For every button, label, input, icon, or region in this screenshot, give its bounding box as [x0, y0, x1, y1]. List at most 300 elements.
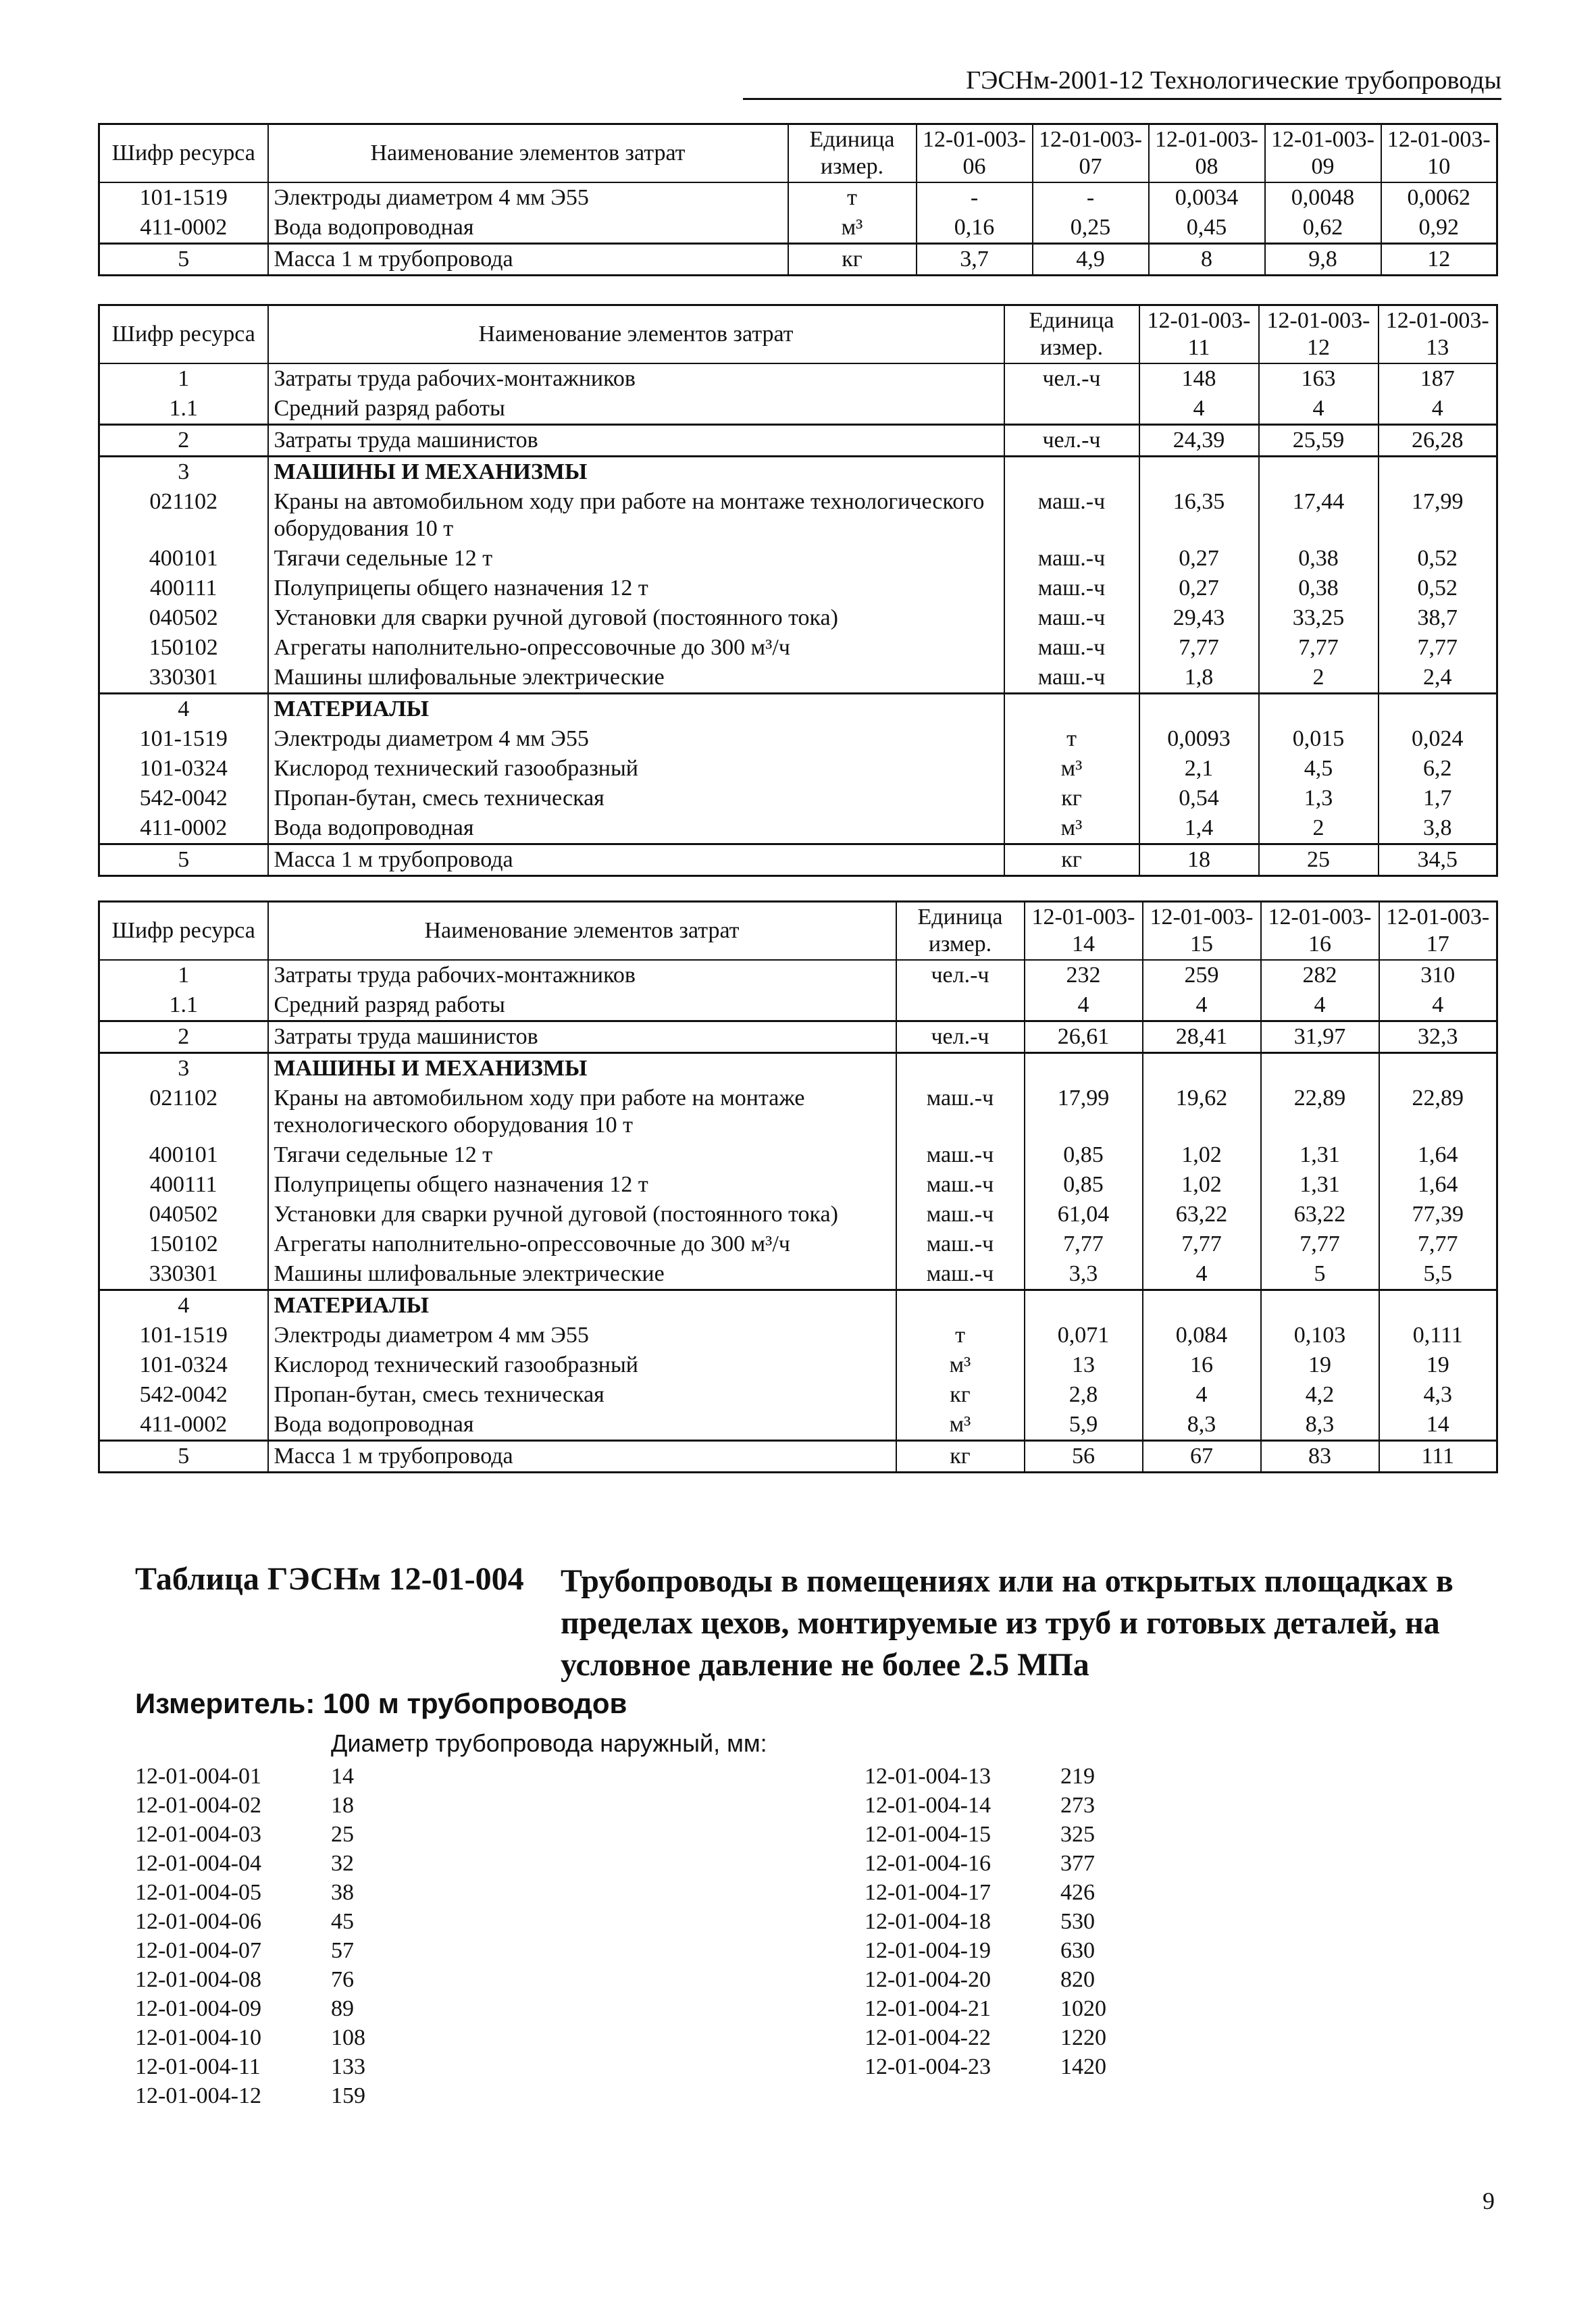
value-cell: 19,62 — [1143, 1084, 1261, 1140]
resource-code: 5 — [99, 1441, 268, 1473]
list-item — [135, 1994, 365, 2023]
resource-code: 3 — [99, 457, 268, 488]
value-cell: 4,5 — [1259, 754, 1379, 784]
value-cell: 13 — [1025, 1350, 1143, 1380]
unit-cell: маш.-ч — [896, 1259, 1025, 1290]
cost-element-name: Вода водопроводная — [268, 213, 788, 244]
resource-code: 400101 — [99, 544, 268, 574]
value-cell: 0,0034 — [1149, 182, 1265, 213]
resource-code: 101-0324 — [99, 754, 268, 784]
table-row — [99, 1441, 1497, 1473]
value-cell: 17,44 — [1259, 487, 1379, 544]
table-row — [99, 1380, 1497, 1410]
column-header: Шифр ресурса — [99, 305, 268, 364]
column-header: 12-01-003-07 — [1033, 124, 1149, 183]
value-cell: 5,9 — [1025, 1410, 1143, 1441]
table-row — [99, 1321, 1497, 1350]
unit-cell: маш.-ч — [1004, 603, 1139, 633]
resource-code: 5 — [99, 844, 268, 876]
table-header-row — [99, 305, 1497, 364]
value-cell: 0,111 — [1379, 1321, 1497, 1350]
column-header: Наименование элементов затрат — [268, 305, 1004, 364]
table-row — [99, 213, 1497, 244]
table-row — [99, 1229, 1497, 1259]
value-cell: 22,89 — [1379, 1084, 1497, 1140]
diameter-value: 25 — [331, 1822, 354, 1847]
list-item — [865, 1878, 1106, 1907]
list-item — [135, 1965, 365, 1994]
value-cell: 3,7 — [917, 244, 1033, 276]
norm-code: 12-01-004-12 — [135, 2083, 261, 2108]
value-cell: 4 — [1379, 394, 1497, 425]
value-cell: 56 — [1025, 1441, 1143, 1473]
cost-table-003-14-17 — [98, 900, 1498, 1473]
value-cell: 4 — [1143, 1259, 1261, 1290]
value-cell: 0,25 — [1033, 213, 1149, 244]
norm-code: 12-01-004-15 — [865, 1822, 991, 1847]
table-row — [99, 394, 1497, 425]
cost-element-name: Электроды диаметром 4 мм Э55 — [268, 1321, 896, 1350]
value-cell: 24,39 — [1139, 425, 1259, 457]
table-row — [99, 694, 1497, 725]
table-header-row — [99, 124, 1497, 183]
value-cell: 0,52 — [1379, 544, 1497, 574]
value-cell: 8 — [1149, 244, 1265, 276]
value-cell: 7,77 — [1139, 633, 1259, 663]
column-header: Наименование элементов затрат — [268, 902, 896, 961]
value-cell: 4,9 — [1033, 244, 1149, 276]
value-cell: 83 — [1261, 1441, 1379, 1473]
list-item — [865, 1936, 1106, 1965]
table-row — [99, 1021, 1497, 1053]
diameter-value: 377 — [1060, 1851, 1095, 1876]
resource-code: 101-1519 — [99, 182, 268, 213]
unit-cell: маш.-ч — [896, 1200, 1025, 1229]
value-cell: 16 — [1143, 1350, 1261, 1380]
value-cell — [1025, 1290, 1143, 1321]
column-header: 12-01-003-15 — [1143, 902, 1261, 961]
norm-list-right — [865, 1762, 1106, 2081]
list-item — [135, 1762, 365, 1791]
value-cell: 25 — [1259, 844, 1379, 876]
value-cell: 31,97 — [1261, 1021, 1379, 1053]
unit-cell: т — [1004, 724, 1139, 754]
unit-cell: м³ — [1004, 754, 1139, 784]
table-row — [99, 754, 1497, 784]
list-item — [135, 1907, 365, 1936]
diameter-value: 108 — [331, 2025, 365, 2050]
norm-code: 12-01-004-19 — [865, 1938, 991, 1963]
value-cell: 4,2 — [1261, 1380, 1379, 1410]
table-row — [99, 1259, 1497, 1290]
value-cell: 17,99 — [1379, 487, 1497, 544]
unit-cell — [1004, 457, 1139, 488]
value-cell — [1261, 1290, 1379, 1321]
value-cell: 4 — [1143, 990, 1261, 1021]
value-cell: 0,0048 — [1265, 182, 1381, 213]
column-header: 12-01-003-10 — [1381, 124, 1497, 183]
value-cell: 1,02 — [1143, 1170, 1261, 1200]
value-cell: 17,99 — [1025, 1084, 1143, 1140]
unit-cell: маш.-ч — [1004, 574, 1139, 603]
value-cell: 2 — [1259, 663, 1379, 694]
cost-element-name: Кислород технический газообразный — [268, 1350, 896, 1380]
cost-element-name: Агрегаты наполнительно-опрессовочные до 300 м³/ч — [268, 1229, 896, 1259]
cost-element-name: Масса 1 м трубопровода — [268, 244, 788, 276]
value-cell: 7,77 — [1259, 633, 1379, 663]
diameter-value: 630 — [1060, 1938, 1095, 1963]
list-item — [135, 2023, 365, 2052]
table-row — [99, 182, 1497, 213]
value-cell: 0,27 — [1139, 574, 1259, 603]
value-cell — [1379, 457, 1497, 488]
value-cell: 0,45 — [1149, 213, 1265, 244]
table-row — [99, 724, 1497, 754]
column-header: 12-01-003-08 — [1149, 124, 1265, 183]
unit-cell — [896, 990, 1025, 1021]
unit-cell: маш.-ч — [896, 1170, 1025, 1200]
resource-code: 1 — [99, 960, 268, 990]
list-item — [135, 1820, 365, 1849]
column-header: 12-01-003-09 — [1265, 124, 1381, 183]
value-cell — [1379, 1290, 1497, 1321]
resource-code: 040502 — [99, 1200, 268, 1229]
table-row — [99, 960, 1497, 990]
value-cell: 2,8 — [1025, 1380, 1143, 1410]
value-cell: 19 — [1379, 1350, 1497, 1380]
page-number: 9 — [1483, 2187, 1495, 2214]
resource-code: 2 — [99, 425, 268, 457]
unit-cell: чел.-ч — [1004, 425, 1139, 457]
table-row — [99, 1290, 1497, 1321]
cost-element-name: Полуприцепы общего назначения 12 т — [268, 574, 1004, 603]
diameter-value: 1220 — [1060, 2025, 1106, 2050]
table-row — [99, 244, 1497, 276]
value-cell: 28,41 — [1143, 1021, 1261, 1053]
cost-element-name: МАТЕРИАЛЫ — [268, 1290, 896, 1321]
norm-code: 12-01-004-03 — [135, 1822, 261, 1847]
value-cell: 7,77 — [1143, 1229, 1261, 1259]
norm-code: 12-01-004-08 — [135, 1967, 261, 1992]
cost-element-name: МАТЕРИАЛЫ — [268, 694, 1004, 725]
unit-cell: маш.-ч — [1004, 544, 1139, 574]
value-cell: 282 — [1261, 960, 1379, 990]
value-cell: 0,16 — [917, 213, 1033, 244]
column-header: 12-01-003-13 — [1379, 305, 1497, 364]
value-cell: 0,015 — [1259, 724, 1379, 754]
norm-code: 12-01-004-01 — [135, 1764, 261, 1789]
value-cell: 8,3 — [1261, 1410, 1379, 1441]
unit-cell — [1004, 694, 1139, 725]
value-cell: 7,77 — [1261, 1229, 1379, 1259]
value-cell: 9,8 — [1265, 244, 1381, 276]
unit-cell: кг — [788, 244, 917, 276]
resource-code: 150102 — [99, 633, 268, 663]
value-cell: 26,28 — [1379, 425, 1497, 457]
list-item — [865, 1994, 1106, 2023]
norm-code: 12-01-004-02 — [135, 1793, 261, 1818]
norm-code: 12-01-004-10 — [135, 2025, 261, 2050]
section-table-label: Таблица ГЭСНм 12-01-004 — [135, 1561, 524, 1597]
norm-code: 12-01-004-21 — [865, 1996, 991, 2021]
value-cell: - — [1033, 182, 1149, 213]
value-cell: 5 — [1261, 1259, 1379, 1290]
cost-element-name: Машины шлифовальные электрические — [268, 663, 1004, 694]
value-cell: 5,5 — [1379, 1259, 1497, 1290]
norm-code: 12-01-004-09 — [135, 1996, 261, 2021]
diameter-value: 1020 — [1060, 1996, 1106, 2021]
resource-code: 101-1519 — [99, 724, 268, 754]
resource-code: 330301 — [99, 1259, 268, 1290]
resource-code: 5 — [99, 244, 268, 276]
value-cell — [1261, 1053, 1379, 1084]
cost-table-003-11-13 — [98, 304, 1498, 877]
list-item — [865, 1762, 1106, 1791]
diameter-value: 18 — [331, 1793, 354, 1818]
value-cell: 1,64 — [1379, 1170, 1497, 1200]
table-row — [99, 663, 1497, 694]
list-item — [865, 2023, 1106, 2052]
diameter-value: 273 — [1060, 1793, 1095, 1818]
table-row — [99, 1053, 1497, 1084]
value-cell: 38,7 — [1379, 603, 1497, 633]
value-cell: 19 — [1261, 1350, 1379, 1380]
cost-element-name: Вода водопроводная — [268, 1410, 896, 1441]
cost-element-name: Краны на автомобильном ходу при работе на монтаже технологического оборудования 10 т — [268, 487, 1004, 544]
value-cell: 4 — [1139, 394, 1259, 425]
value-cell: 0,024 — [1379, 724, 1497, 754]
value-cell: 8,3 — [1143, 1410, 1261, 1441]
resource-code: 101-1519 — [99, 1321, 268, 1350]
value-cell: 7,77 — [1025, 1229, 1143, 1259]
value-cell: 25,59 — [1259, 425, 1379, 457]
diameter-value: 14 — [331, 1764, 354, 1789]
list-item — [865, 1849, 1106, 1878]
table-row — [99, 1410, 1497, 1441]
unit-cell: чел.-ч — [896, 1021, 1025, 1053]
cost-element-name: Кислород технический газообразный — [268, 754, 1004, 784]
cost-element-name: Средний разряд работы — [268, 990, 896, 1021]
unit-cell: м³ — [788, 213, 917, 244]
cost-element-name: МАШИНЫ И МЕХАНИЗМЫ — [268, 457, 1004, 488]
cost-element-name: МАШИНЫ И МЕХАНИЗМЫ — [268, 1053, 896, 1084]
diameter-value: 38 — [331, 1880, 354, 1905]
value-cell — [1379, 694, 1497, 725]
unit-cell: кг — [1004, 844, 1139, 876]
value-cell — [1025, 1053, 1143, 1084]
value-cell: 0,38 — [1259, 544, 1379, 574]
unit-cell: маш.-ч — [1004, 663, 1139, 694]
column-header: 12-01-003-16 — [1261, 902, 1379, 961]
norm-code: 12-01-004-16 — [865, 1851, 991, 1876]
norm-code: 12-01-004-07 — [135, 1938, 261, 1963]
value-cell — [1143, 1290, 1261, 1321]
value-cell: 14 — [1379, 1410, 1497, 1441]
table-row — [99, 457, 1497, 488]
unit-cell: маш.-ч — [1004, 633, 1139, 663]
resource-code: 330301 — [99, 663, 268, 694]
resource-code: 021102 — [99, 1084, 268, 1140]
resource-code: 4 — [99, 1290, 268, 1321]
resource-code: 400111 — [99, 1170, 268, 1200]
cost-element-name: Полуприцепы общего назначения 12 т — [268, 1170, 896, 1200]
column-header: Наименование элементов затрат — [268, 124, 788, 183]
value-cell: 0,62 — [1265, 213, 1381, 244]
value-cell: 77,39 — [1379, 1200, 1497, 1229]
table-row — [99, 1200, 1497, 1229]
value-cell: 1,64 — [1379, 1140, 1497, 1170]
meter-label: Измеритель: 100 м трубопроводов — [135, 1687, 627, 1719]
table-row — [99, 1084, 1497, 1140]
table-row — [99, 574, 1497, 603]
column-header: 12-01-003-11 — [1139, 305, 1259, 364]
unit-cell: маш.-ч — [1004, 487, 1139, 544]
diameter-value: 325 — [1060, 1822, 1095, 1847]
value-cell: 61,04 — [1025, 1200, 1143, 1229]
diameter-label: Диаметр трубопровода наружный, мм: — [331, 1729, 767, 1757]
value-cell: 7,77 — [1379, 633, 1497, 663]
value-cell: 29,43 — [1139, 603, 1259, 633]
table-row — [99, 487, 1497, 544]
norm-code: 12-01-004-18 — [865, 1909, 991, 1934]
value-cell: 3,3 — [1025, 1259, 1143, 1290]
unit-cell: м³ — [896, 1350, 1025, 1380]
value-cell: 259 — [1143, 960, 1261, 990]
value-cell: 148 — [1139, 363, 1259, 394]
diameter-value: 530 — [1060, 1909, 1095, 1934]
column-header: Шифр ресурса — [99, 902, 268, 961]
cost-element-name: Тягачи седельные 12 т — [268, 544, 1004, 574]
diameter-value: 45 — [331, 1909, 354, 1934]
unit-cell: маш.-ч — [896, 1229, 1025, 1259]
diameter-value: 1420 — [1060, 2054, 1106, 2079]
value-cell — [1139, 694, 1259, 725]
diameter-value: 89 — [331, 1996, 354, 2021]
list-item — [865, 1791, 1106, 1820]
column-header: Единица измер. — [1004, 305, 1139, 364]
cost-element-name: Тягачи седельные 12 т — [268, 1140, 896, 1170]
value-cell — [1143, 1053, 1261, 1084]
resource-code: 542-0042 — [99, 784, 268, 813]
diameter-value: 159 — [331, 2083, 365, 2108]
table-row — [99, 1350, 1497, 1380]
cost-element-name: Электроды диаметром 4 мм Э55 — [268, 182, 788, 213]
norm-code: 12-01-004-13 — [865, 1764, 991, 1789]
value-cell: 0,27 — [1139, 544, 1259, 574]
resource-code: 1.1 — [99, 394, 268, 425]
diameter-value: 76 — [331, 1967, 354, 1992]
column-header: 12-01-003-06 — [917, 124, 1033, 183]
diameter-value: 32 — [331, 1851, 354, 1876]
list-item — [135, 1791, 365, 1820]
table-row — [99, 844, 1497, 876]
cost-element-name: Вода водопроводная — [268, 813, 1004, 844]
norm-code: 12-01-004-14 — [865, 1793, 991, 1818]
value-cell: 2 — [1259, 813, 1379, 844]
diameter-value: 820 — [1060, 1967, 1095, 1992]
value-cell: 3,8 — [1379, 813, 1497, 844]
value-cell: 4 — [1143, 1380, 1261, 1410]
table-row — [99, 633, 1497, 663]
cost-element-name: Масса 1 м трубопровода — [268, 844, 1004, 876]
value-cell — [1259, 457, 1379, 488]
value-cell: 0,85 — [1025, 1170, 1143, 1200]
column-header: 12-01-003-17 — [1379, 902, 1497, 961]
resource-code: 411-0002 — [99, 813, 268, 844]
cost-element-name: Пропан-бутан, смесь техническая — [268, 1380, 896, 1410]
cost-element-name: Масса 1 м трубопровода — [268, 1441, 896, 1473]
unit-cell — [896, 1290, 1025, 1321]
list-item — [135, 1936, 365, 1965]
value-cell — [1379, 1053, 1497, 1084]
norm-code: 12-01-004-17 — [865, 1880, 991, 1905]
diameter-value: 219 — [1060, 1764, 1095, 1789]
value-cell: 1,31 — [1261, 1170, 1379, 1200]
list-item — [865, 1820, 1106, 1849]
value-cell: 63,22 — [1143, 1200, 1261, 1229]
value-cell: 2,4 — [1379, 663, 1497, 694]
list-item — [865, 1907, 1106, 1936]
unit-cell: кг — [896, 1441, 1025, 1473]
unit-cell: чел.-ч — [1004, 363, 1139, 394]
value-cell: 0,084 — [1143, 1321, 1261, 1350]
value-cell: 16,35 — [1139, 487, 1259, 544]
cost-element-name: Пропан-бутан, смесь техническая — [268, 784, 1004, 813]
value-cell: 0,85 — [1025, 1140, 1143, 1170]
resource-code: 400101 — [99, 1140, 268, 1170]
value-cell: 34,5 — [1379, 844, 1497, 876]
diameter-value: 57 — [331, 1938, 354, 1963]
cost-element-name: Машины шлифовальные электрические — [268, 1259, 896, 1290]
cost-element-name: Агрегаты наполнительно-опрессовочные до 300 м³/ч — [268, 633, 1004, 663]
value-cell: 4 — [1379, 990, 1497, 1021]
value-cell: 0,38 — [1259, 574, 1379, 603]
cost-element-name: Средний разряд работы — [268, 394, 1004, 425]
column-header: 12-01-003-12 — [1259, 305, 1379, 364]
value-cell: 0,071 — [1025, 1321, 1143, 1350]
value-cell: 4,3 — [1379, 1380, 1497, 1410]
resource-code: 2 — [99, 1021, 268, 1053]
column-header: Шифр ресурса — [99, 124, 268, 183]
table-row — [99, 363, 1497, 394]
column-header: 12-01-003-14 — [1025, 902, 1143, 961]
value-cell: 163 — [1259, 363, 1379, 394]
value-cell — [1259, 694, 1379, 725]
value-cell: 22,89 — [1261, 1084, 1379, 1140]
value-cell: 0,0062 — [1381, 182, 1497, 213]
unit-cell: м³ — [1004, 813, 1139, 844]
table-row — [99, 1140, 1497, 1170]
resource-code: 411-0002 — [99, 213, 268, 244]
norm-code: 12-01-004-06 — [135, 1909, 261, 1934]
list-item — [135, 1849, 365, 1878]
value-cell: 0,92 — [1381, 213, 1497, 244]
unit-cell — [896, 1053, 1025, 1084]
unit-cell: т — [896, 1321, 1025, 1350]
list-item — [135, 1878, 365, 1907]
value-cell: 33,25 — [1259, 603, 1379, 633]
table-row — [99, 1170, 1497, 1200]
resource-code: 4 — [99, 694, 268, 725]
value-cell: 12 — [1381, 244, 1497, 276]
norm-code: 12-01-004-20 — [865, 1967, 991, 1992]
resource-code: 1 — [99, 363, 268, 394]
resource-code: 101-0324 — [99, 1350, 268, 1380]
table-header-row — [99, 902, 1497, 961]
section-table-name: Трубопроводы в помещениях или на открытых площадках в пределах цехов, монтируемые из труб и готовых деталей, на условное давление не более 2.5 МПа — [561, 1563, 1453, 1683]
norm-list-left — [135, 1762, 365, 2110]
resource-code: 021102 — [99, 487, 268, 544]
